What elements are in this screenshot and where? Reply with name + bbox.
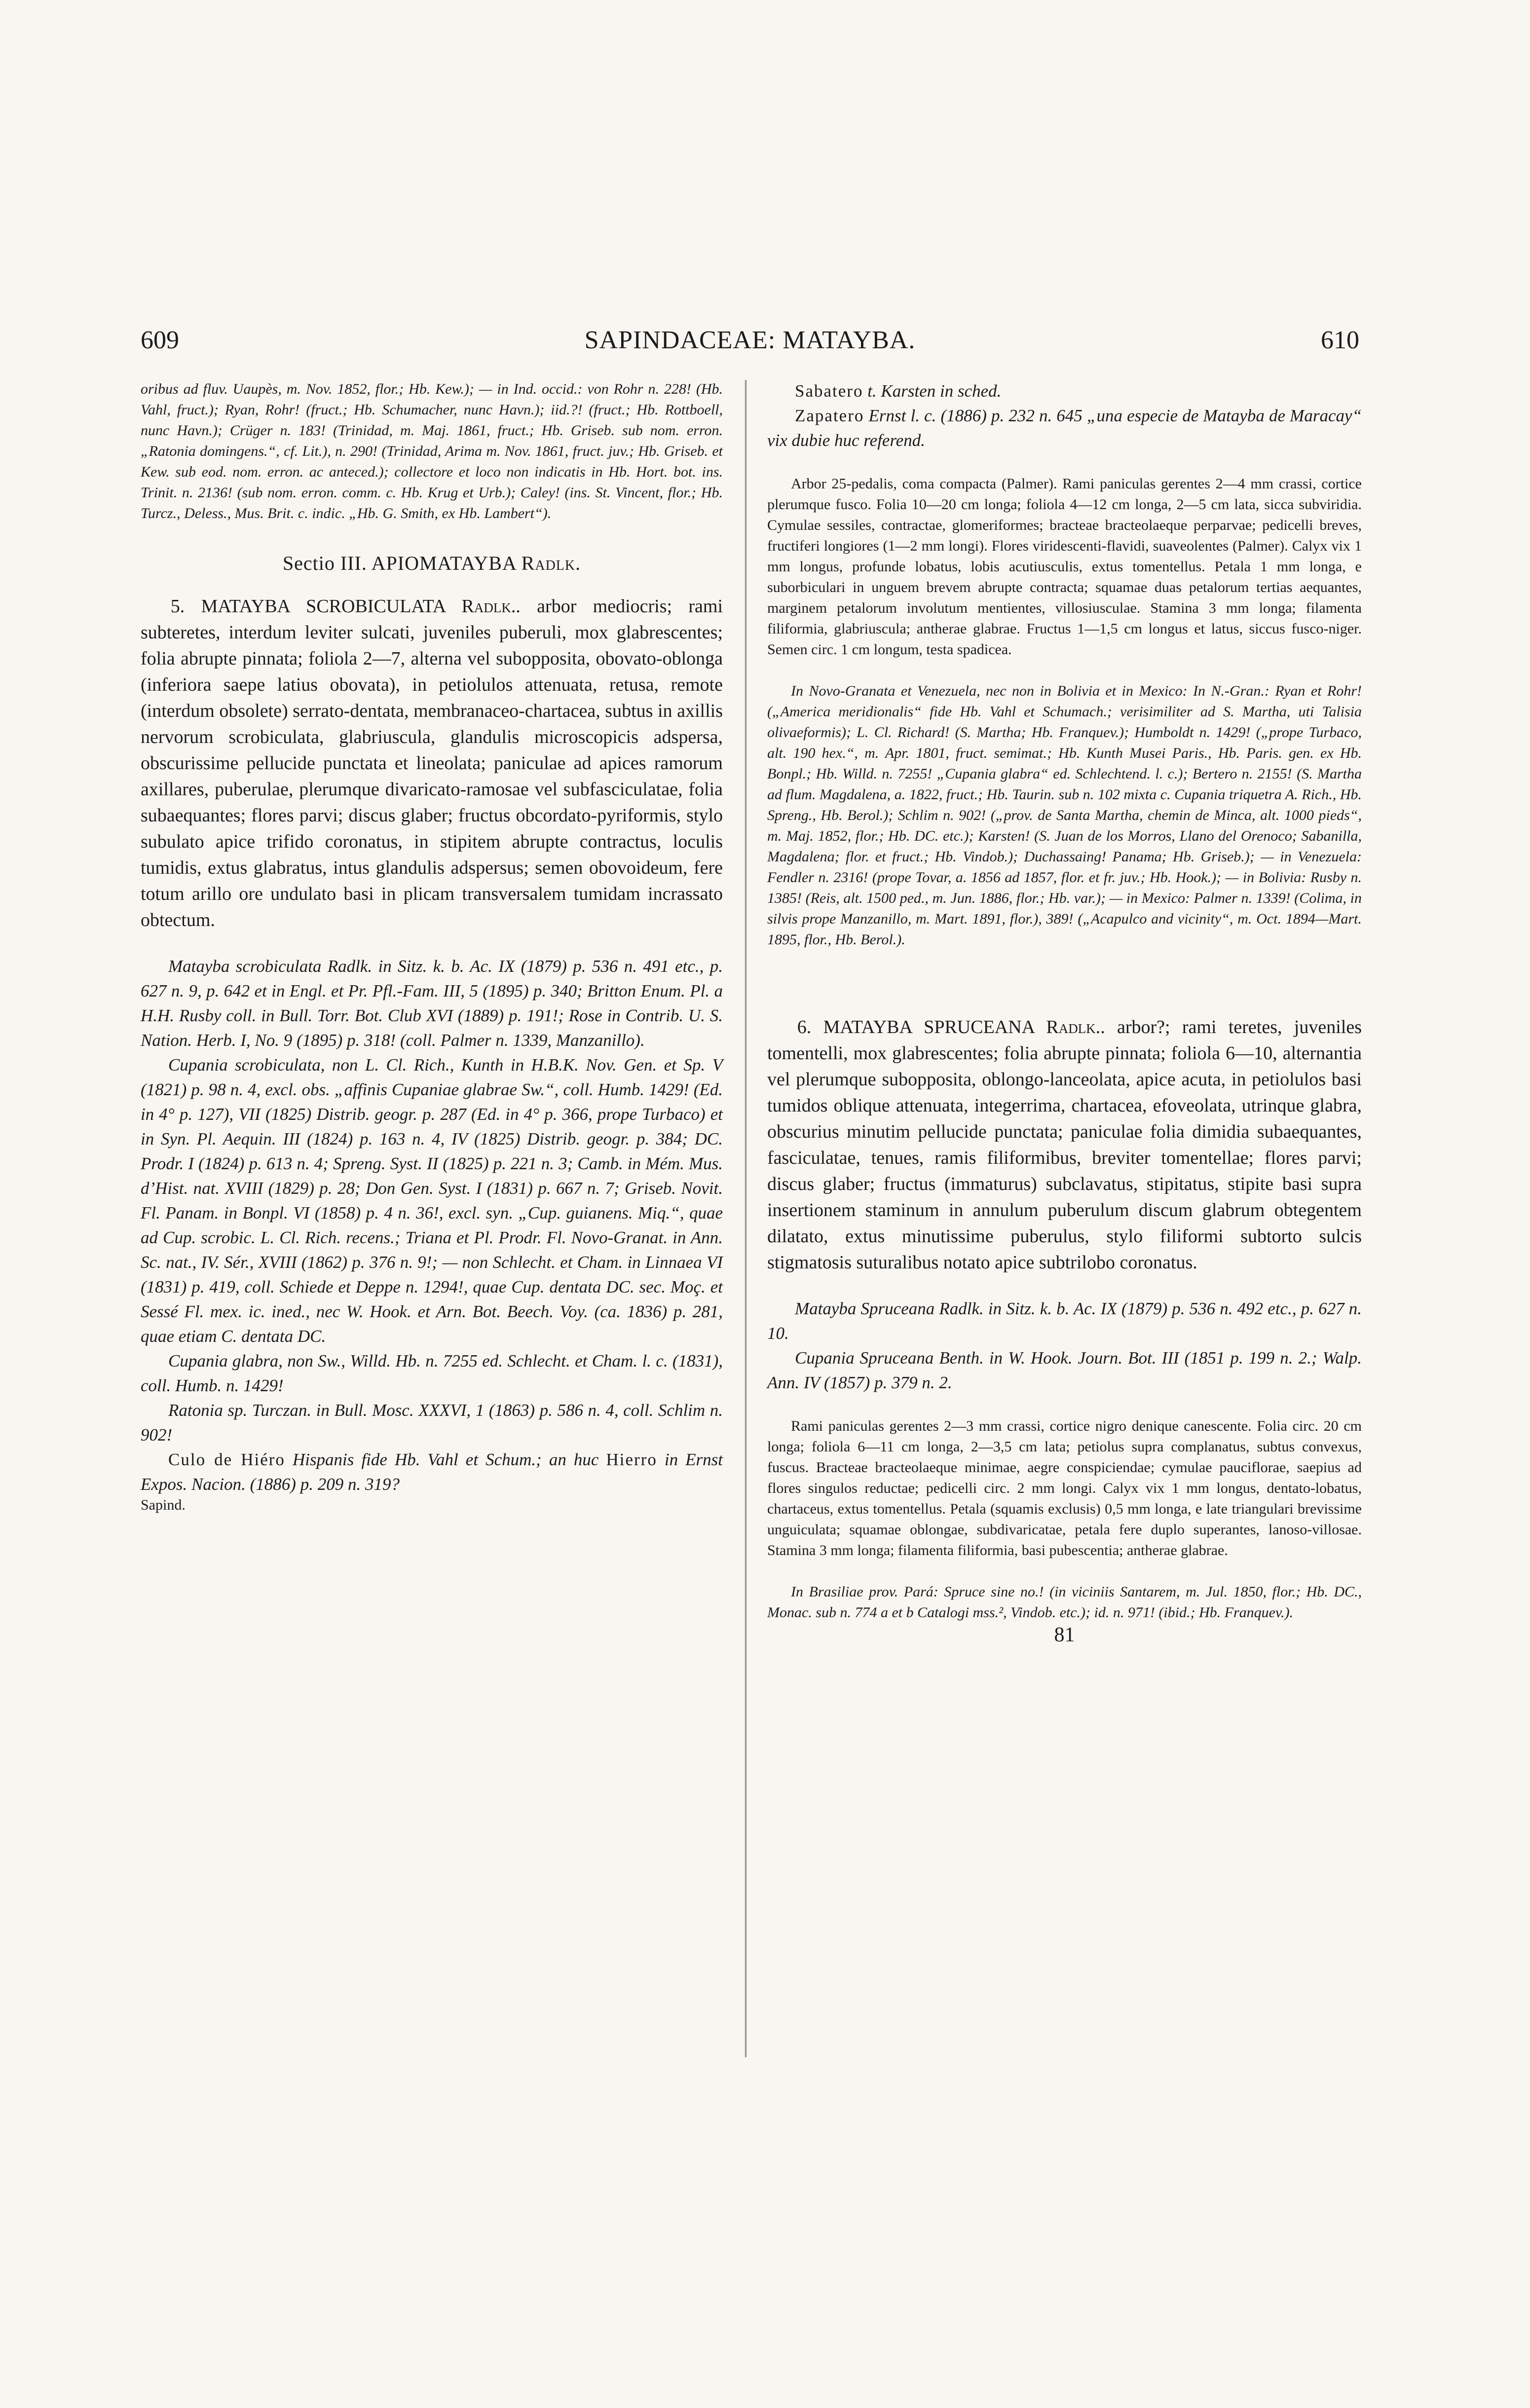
species-6-detailed-description: Rami paniculas gerentes 2—3 mm crassi, cortice nigro denique canescente. Folia circ. 20 cm longa; foliola 6—11 cm longa, 2—3,5 cm lata; petiolus supra complanatus, subtus convexus, fuscus. Bracteae bracteolaeque minimae, aegre conspiciendae; cymulae pauciflorae, saepius ad flores singulos reductae; pedicelli circ. 2 mm longi. Calyx vix 1 mm longus, dentato-lobatus, chartaceus, extus tomentellus. Petala (squamis exclusis) 0,5 mm longa, e late triangulari brevissime unguiculata; squamae oblongae, subdivaricatae, petala fere duplo superantes, lanoso-villosae. Stamina 3 mm longa; filamenta filiformia, basi pubescentia; antherae glabrae. bbox=[767, 1418, 1362, 1558]
right-column bbox=[767, 379, 1362, 1647]
species-5-citation-1: Matayba scrobiculata Radlk. in Sitz. k. b. Ac. IX (1879) p. 536 n. 491 etc., p. 627 n. 9, p. 642 et in Engl. et Pr. Pfl.-Fam. III, 5 (1895) p. 340; Britton Enum. Pl. a H.H. Rusby coll. in Bull. Torr. Bot. Club XVI (1889) p. 191!; Rose in Contrib. U. S. Nation. Herb. I, No. 9 (1895) p. 318! (coll. Palmer n. 1339, Manzanillo). bbox=[141, 957, 723, 1050]
species-6-distribution: In Brasiliae prov. Pará: Spruce sine no.! (in viciniis Santarem, m. Jul. 1850, flor.; Hb. DC., Monac. sub n. 774 a et b Catalogi mss.², Vindob. etc.); id. n. 971! (ibid.; Hb. Franquev.). bbox=[767, 1584, 1362, 1621]
vernacular-rest-2: in Ernst Expos. Nacion. (1886) p. 209 n. 319? bbox=[141, 1450, 723, 1494]
species-6-description: arbor?; rami teretes, juveniles tomentelli, mox glabrescentes; folia abrupte pinnata; foliola 6—10, alternantia vel plerumque subopposita, oblongo-lanceolata, apice acuta, in petiolulos basi tumidos oblique attenuata, integerrima, chartacea, efoveolata, utrinque glabra, obscurius minutim pellucide punctata; paniculae folia dimidia subaequantes, fasciculatae, tenues, ramis filiformibus, breviter tomentellae; flores parvi; discus glaber; fructus (immaturus) subclavatus, stipitatus, stipite basi supra insertionem staminum in annulum puberulum discum glabrum obtegentem dilatato, extus minutissime puberulus, stylo filiformi subtorto sulcis stigmatosis suturalibus notato apice subtrilobo coronatus. bbox=[767, 1017, 1362, 1273]
species-5-citation-3: Cupania glabra, non Sw., Willd. Hb. n. 7255 ed. Schlecht. et Cham. l. c. (1831), coll. Humb. n. 1429! bbox=[141, 1351, 723, 1395]
vernacular-rest-zapatero: Ernst l. c. (1886) p. 232 n. 645 „una especie de Matayba de Maracay“ vix dubie huc referend. bbox=[767, 406, 1362, 450]
species-5-description: arbor mediocris; rami subteretes, interdum leviter sulcati, juveniles puberuli, mox glabrescentes; folia abrupte pinnata; foliola 2—7, alterna vel subopposita, obovato-oblonga (inferiora saepe latius obovata), in petiolulos attenuata, retusa, remote (interdum obsolete) serrato-dentata, membranaceo-chartacea, subtus in axillis nervorum scrobiculata, glabriuscula, glandulis microscopicis adspersa, obscurissime pellucide punctata et lineolata; paniculae ad apices ramorum axillares, puberulae, plerumque divaricato-ramosae vel subfasciculatae, folia subaequantes; flores parvi; discus glaber; fructus obcordato-pyriformis, stylo subulato apice trifido coronatus, in stipitem abrupte contractus, loculis tumidis, extus glabratus, intus glandulis adspersus; semen obovoideum, fere totum arillo ore undulato basi in plicam transversalem tumidam incrassato obtectum. bbox=[141, 596, 723, 930]
vernacular-sabatero bbox=[767, 379, 1362, 404]
page-number-right: 610 bbox=[1321, 326, 1359, 354]
sheet-number: 81 bbox=[1054, 1624, 1075, 1646]
vernacular-names bbox=[141, 1447, 723, 1497]
species-6-author: Radlk. bbox=[1046, 1017, 1101, 1037]
species-5-author: Radlk. bbox=[461, 596, 516, 617]
species-5-detailed-description: Arbor 25-pedalis, coma compacta (Palmer). Rami paniculas gerentes 2—4 mm crassi, cortice plerumque fusco. Folia 10—20 cm longa; foliola 4—12 cm longa, 2—5 cm lata, sicca subviridia. Cymulae sessiles, contractae, glomeriformes; bracteae bracteolaeque perparvae; pedicelli breves, fructiferi longiores (1—2 mm longi). Flores viridescenti-flavidi, suaveolentes (Palmer). Calyx vix 1 mm longus, profunde lobatus, lobis acutiusculis, extus tomentellus. Petala 1 mm longa, e suborbiculari in unguem brevem abrupte contracta; squamae duas petalorum tertias aequantes, marginem petalorum involutum mentientes, villosiusculae. Stamina 3 mm longa; filamenta filiformia, glabriuscula; antherae glabrae. Fructus 1—1,5 cm longus et latus, siccus fusco-niger. Semen circ. 1 cm longum, testa spadicea. bbox=[767, 476, 1362, 658]
species-6-citation-1: Matayba Spruceana Radlk. in Sitz. k. b. Ac. IX (1879) p. 536 n. 492 etc., p. 627 n. 10. bbox=[767, 1299, 1362, 1343]
page-number-left: 609 bbox=[141, 326, 179, 354]
species-6-name: 6. MATAYBA SPRUCEANA bbox=[797, 1017, 1035, 1037]
species-6-citation-2: Cupania Spruceana Benth. in W. Hook. Journ. Bot. III (1851 p. 199 n. 2.; Walp. Ann. IV (1857) p. 379 n. 2. bbox=[767, 1348, 1362, 1392]
species-5-name: 5. MATAYBA SCROBICULATA bbox=[170, 596, 446, 617]
continued-paragraph: oribus ad fluv. Uaupès, m. Nov. 1852, flor.; Hb. Kew.); — in Ind. occid.: von Rohr n. 228! (Hb. Vahl, fruct.); Ryan, Rohr! (fruct.; Hb. Schumacher, nunc Havn.); iid.?! (fruct.; Hb. Rottboell, nunc Havn.); Crüger n. 183! (Trinidad, m. Maj. 1861, fruct.; Hb. Griseb. sub nom. erron. „Ratonia domingens.“, cf. Lit.), n. 290! (Trinidad, Arima m. Nov. 1861, fruct. juv.; Hb. Griseb. et Kew. sub eod. nom. erron. ac anteced.); collectore et loco non indicatis in Hb. Hort. bot. ins. Trinit. n. 2136! (sub nom. erron. comm. c. Hb. Krug et Urb.); Caley! (ins. St. Vincent, flor.; Hb. Turcz., Deless., Mus. Brit. c. indic. „Hb. G. Smith, ex Hb. Lambert“). bbox=[141, 381, 723, 521]
left-column bbox=[141, 379, 723, 1514]
vernacular-name-zapatero: Zapatero bbox=[795, 406, 864, 425]
vernacular-name-sabatero: Sabatero bbox=[795, 381, 863, 401]
section-heading-author: Radlk. bbox=[521, 552, 581, 574]
signature-mark: Sapind. bbox=[141, 1497, 186, 1513]
vernacular-name-2: Hierro bbox=[606, 1450, 657, 1469]
species-5-citation-4: Ratonia sp. Turczan. in Bull. Mosc. XXXVI, 1 (1863) p. 586 n. 4, coll. Schlim n. 902! bbox=[141, 1401, 723, 1445]
species-5-distribution: In Novo-Granata et Venezuela, nec non in Bolivia et in Mexico: In N.-Gran.: Ryan et Rohr! („America meridionalis“ fide Hb. Vahl et Schumach.; verisimiliter ad S. Martha, uti Talisia olivaeformis); L. Cl. Richard! (S. Martha; Hb. Franquev.); Humboldt n. 1429! („prope Turbaco, alt. 190 hex.“, m. Apr. 1801, fruct. semimat.; Hb. Kunth Musei Paris., Hb. Paris. gen. ex Hb. Bonpl.; Hb. Willd. n. 7255! „Cupania glabra“ ed. Schlechtend. l. c.); Bertero n. 2155! (S. Martha ad flum. Magdalena, a. 1822, fruct.; Hb. Taurin. sub n. 102 mixta c. Cupania triquetra A. Rich., Hb. Spreng., Hb. Berol.); Schlim n. 902! („prov. de Santa Martha, chemin de Minca, alt. 1000 pieds“, m. Maj. 1852, flor.; Hb. DC. etc.); Karsten! (S. Juan de los Morros, Llano del Orenoco; Sabanilla, Magdalena; flor. et fruct.; Hb. Vindob.); Duchassaing! Panama; Hb. Griseb.); — in Venezuela: Fendler n. 2316! (prope Tovar, a. 1856 ad 1857, flor. et fr. juv.; Hb. Hook.); — in Bolivia: Rusby n. 1385! (Reis, alt. 1500 ped., m. Jun. 1886, flor.; Hb. var.); — in Mexico: Palmer n. 1339! (Colima, in silvis prope Manzanillo, m. Mart. 1891, flor.), 389! („Acapulco and vicinity“, m. Oct. 1894—Mart. 1895, flor., Hb. Berol.). bbox=[767, 683, 1362, 948]
column-divider bbox=[745, 380, 746, 2057]
running-title: SAPINDACEAE: MATAYBA. bbox=[584, 326, 916, 354]
section-heading-text: Sectio III. APIOMATAYBA bbox=[282, 552, 516, 574]
vernacular-rest-sabatero: t. Karsten in sched. bbox=[867, 381, 1002, 401]
vernacular-zapatero bbox=[767, 404, 1362, 453]
section-heading bbox=[141, 552, 723, 575]
vernacular-name-1: Culo de Hiéro bbox=[168, 1450, 285, 1469]
page-header bbox=[141, 326, 1359, 365]
species-6-description-block: 6. MATAYBA SPRUCEANA Radlk.. arbor?; rami teretes, juveniles tomentelli, mox glabrescentes; folia abrupte pinnata; foliola 6—10, alternantia vel plerumque subopposita, oblongo-lanceolata, apice acuta, in petiolulos basi tumidos oblique attenuata, integerrima, chartacea, efoveolata, utrinque glabra, obscurius minutim pellucide punctata; paniculae folia dimidia subaequantes, fasciculatae, tenues, ramis filiformibus, breviter tomentellae; flores parvi; discus glaber; fructus (immaturus) subclavatus, stipitatus, stipite basi supra insertionem staminum in annulum puberulum discum glabrum obtegentem dilatato, extus minutissime puberulus, stylo filiformi subtorto sulcis stigmatosis suturalibus notato apice subtrilobo coronatus. bbox=[767, 1017, 1362, 1273]
vernacular-rest-1: Hispanis fide Hb. Vahl et Schum.; an huc bbox=[292, 1450, 599, 1469]
species-5-description-block: 5. MATAYBA SCROBICULATA Radlk.. arbor mediocris; rami subteretes, interdum leviter sulcati, juveniles puberuli, mox glabrescentes; folia abrupte pinnata; foliola 2—7, alterna vel subopposita, obovato-oblonga (inferiora saepe latius obovata), in petiolulos attenuata, retusa, remote (interdum obsolete) serrato-dentata, membranaceo-chartacea, subtus in axillis nervorum scrobiculata, glabriuscula, glandulis microscopicis adspersa, obscurissime pellucide punctata et lineolata; paniculae ad apices ramorum axillares, puberulae, plerumque divaricato-ramosae vel subfasciculatae, folia subaequantes; flores parvi; discus glaber; fructus obcordato-pyriformis, stylo subulato apice trifido coronatus, in stipitem abrupte contractus, loculis tumidis, extus glabratus, intus glandulis adspersus; semen obovoideum, fere totum arillo ore undulato basi in plicam transversalem tumidam incrassato obtectum. bbox=[141, 596, 723, 930]
species-5-citation-2: Cupania scrobiculata, non L. Cl. Rich., Kunth in H.B.K. Nov. Gen. et Sp. V (1821) p. 98 n. 4, excl. obs. „affinis Cupaniae glabrae Sw.“, coll. Humb. 1429! (Ed. in 4° p. 127), VII (1825) Distrib. geogr. p. 287 (Ed. in 4° p. 366, prope Turbaco) et in Syn. Pl. Aequin. III (1824) p. 163 n. 4, IV (1825) Distrib. geogr. p. 384; DC. Prodr. I (1824) p. 613 n. 4; Spreng. Syst. II (1825) p. 221 n. 3; Camb. in Mém. Mus. d’Hist. nat. XVIII (1829) p. 28; Don Gen. Syst. I (1831) p. 667 n. 7; Griseb. Novit. Fl. Panam. in Bonpl. VI (1858) p. 4 n. 36!, excl. syn. „Cup. guianens. Miq.“, quae ad Cup. scrobic. L. Cl. Rich. recens.; Triana et Pl. Prodr. Fl. Novo-Granat. in Ann. Sc. nat., IV. Sér., XVIII (1862) p. 376 n. 9!; — non Schlecht. et Cham. in Linnaea VI (1831) p. 419, coll. Schiede et Deppe n. 1294!, quae Cup. dentata DC. sec. Moç. et Sessé Fl. mex. ic. ined., nec W. Hook. et Arn. Bot. Beech. Voy. (ca. 1836) p. 281, quae etiam C. dentata DC. bbox=[141, 1055, 723, 1346]
